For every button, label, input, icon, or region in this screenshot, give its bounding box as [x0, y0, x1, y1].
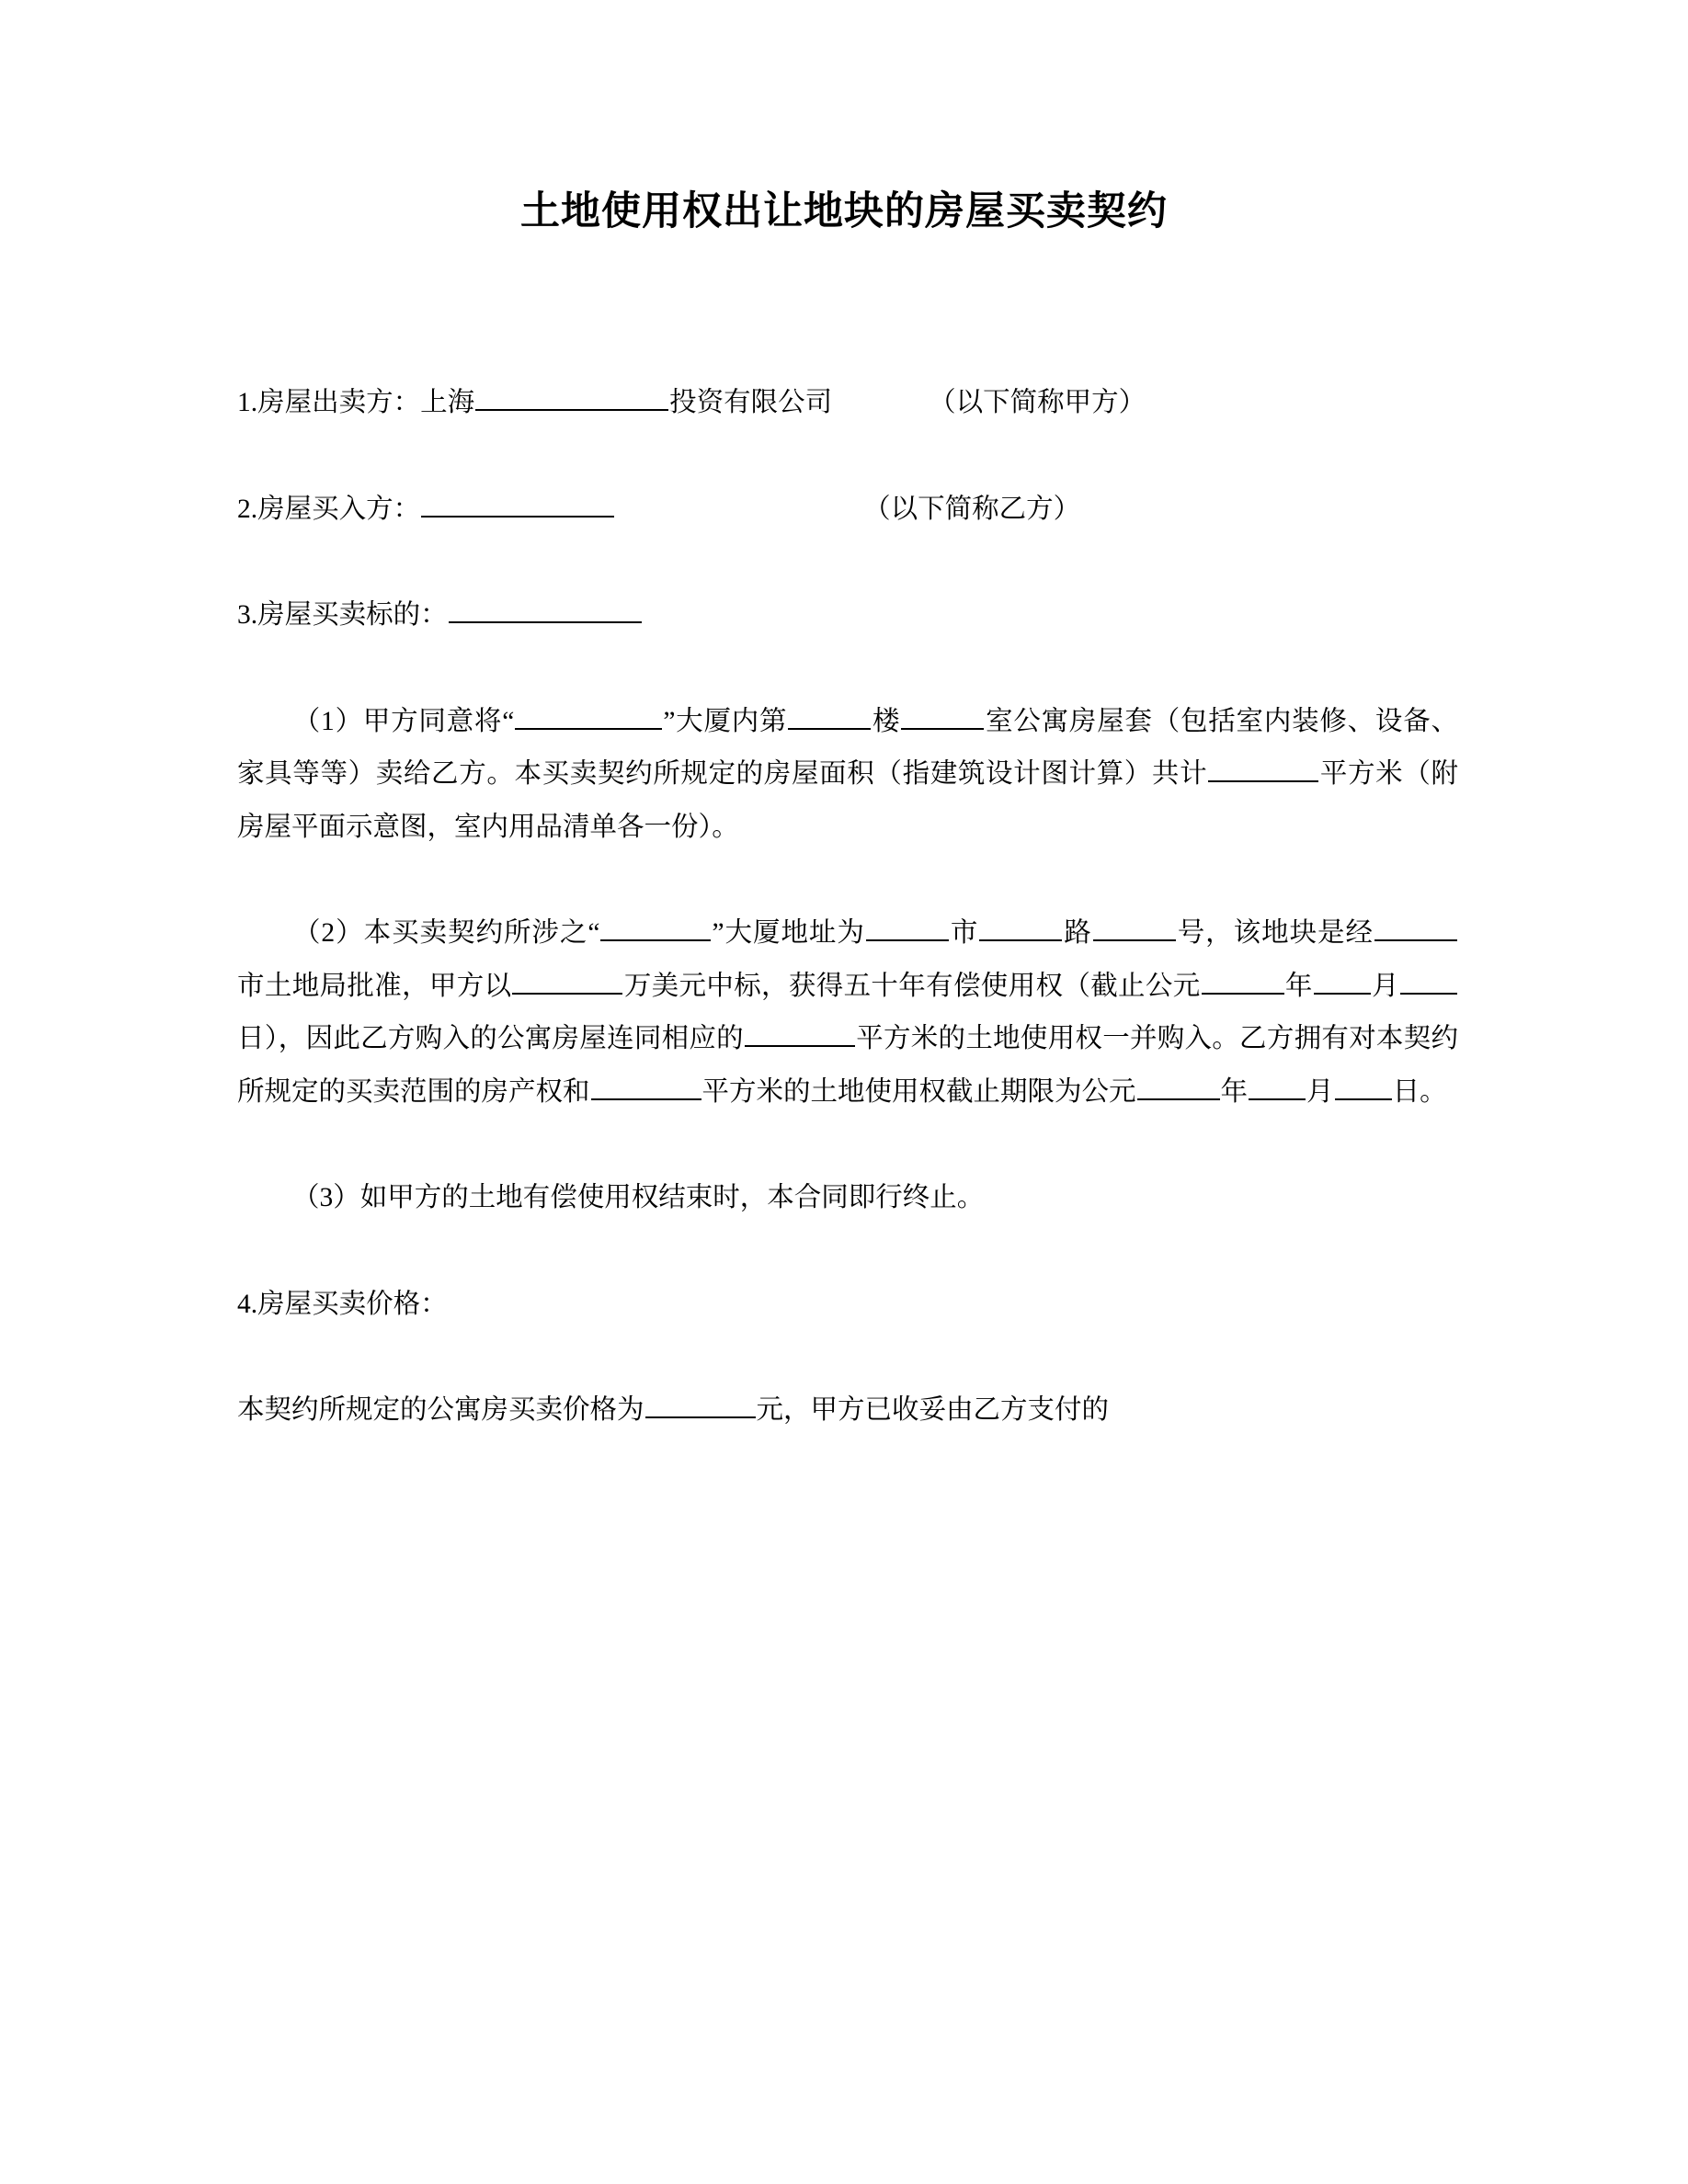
clause-sub2-t1: 本买卖契约所涉之“	[363, 918, 600, 949]
deadline-year-blank[interactable]	[1202, 962, 1284, 994]
clause-price-detail-t1: 本契约所规定的公寓房买卖价格为	[237, 1395, 644, 1426]
clause-sub2-t5: 号，该地块是经	[1176, 918, 1374, 949]
expiry-year-blank[interactable]	[1137, 1068, 1220, 1099]
clause-sub2-t7: 万美元中标，获得五十年有偿使用权（截止公元	[623, 971, 1201, 1001]
clause-sub2-t3: 市	[949, 918, 979, 949]
clause-buyer-number: 2.	[237, 494, 258, 524]
clause-subject-label: 房屋买卖标的：	[257, 600, 448, 631]
clause-sub1-t4: 楼	[872, 706, 901, 736]
clause-sub2-t10: 日），因此乙方购入的公寓房屋连同相应的	[237, 1024, 744, 1054]
seller-name-blank[interactable]	[475, 380, 668, 411]
building-name-blank[interactable]	[515, 698, 662, 729]
deadline-day-blank[interactable]	[1400, 962, 1457, 994]
clause-price-detail	[237, 1384, 1458, 1438]
page-title: 土地使用权出让地块的房屋买卖契约	[520, 189, 1168, 233]
street-number-blank[interactable]	[1093, 910, 1176, 941]
clause-seller-note: （以下简称甲方）	[929, 388, 1146, 418]
clause-sub2-t2: ”大厦地址为	[712, 918, 865, 949]
clause-sub2-t15: 日。	[1392, 1076, 1447, 1107]
clause-sub1-t1: 甲方同意将	[362, 706, 503, 736]
clause-sub1-t3: ”大厦内第	[663, 706, 788, 736]
expiry-month-blank[interactable]	[1249, 1068, 1306, 1099]
clause-seller-label: 房屋出卖方：上海	[257, 388, 475, 418]
clause-sub2-t8: 年	[1284, 971, 1313, 1001]
clause-sub2	[237, 907, 1458, 1119]
clause-subject	[237, 589, 1458, 643]
document-body	[0, 377, 1688, 1438]
clause-price-number: 4.	[237, 1289, 258, 1319]
land-area-blank-2[interactable]	[591, 1068, 701, 1099]
clause-buyer	[237, 483, 1458, 537]
clause-sub3-marker: （3）	[292, 1183, 360, 1213]
clause-price-detail-t2: 元，甲方已收妥由乙方支付的	[756, 1395, 1110, 1426]
clause-seller-number: 1.	[237, 388, 258, 418]
clause-sub2-t6: 市土地局批准，甲方以	[237, 971, 512, 1001]
clause-sub2-marker: （2）	[292, 918, 364, 949]
clause-buyer-label: 房屋买入方：	[257, 494, 421, 524]
clause-sub3	[237, 1172, 1458, 1225]
expiry-day-blank[interactable]	[1335, 1068, 1392, 1099]
approval-city-blank[interactable]	[1374, 910, 1457, 941]
building-name-blank-2[interactable]	[600, 910, 711, 941]
subject-blank[interactable]	[449, 592, 642, 623]
clause-sub1-t6: 套（包括室内装修、设备、家具等等）卖给乙方。本买卖契约所规定的房屋面积（指建筑设计图计算）共计	[237, 706, 1458, 790]
clause-sub2-t11: 平方米的土地使用权一并购入。乙方拥有对本契约所规定的买卖范围的房产权和	[237, 1024, 1458, 1107]
city-blank[interactable]	[866, 910, 949, 941]
clause-sub2-t12: 平方米的土地使用权截止期限为公元	[701, 1076, 1136, 1107]
clause-buyer-note: （以下简称乙方）	[863, 494, 1081, 524]
deadline-month-blank[interactable]	[1314, 962, 1371, 994]
area-blank[interactable]	[1208, 751, 1318, 782]
clause-sub1-t5: 室公寓房屋	[985, 706, 1125, 736]
clause-sub3-text: 如甲方的土地有偿使用权结束时，本合同即行终止。	[359, 1183, 985, 1213]
room-blank[interactable]	[901, 698, 984, 729]
clause-sub2-t4: 路	[1063, 918, 1092, 949]
land-area-blank[interactable]	[745, 1016, 855, 1047]
clause-subject-number: 3.	[237, 600, 258, 631]
clause-price-label: 房屋买卖价格：	[257, 1289, 448, 1319]
floor-blank[interactable]	[788, 698, 871, 729]
clause-sub2-t13: 年	[1220, 1076, 1249, 1107]
clause-sub2-t14: 月	[1306, 1076, 1334, 1107]
district-blank[interactable]	[979, 910, 1062, 941]
bid-amount-blank[interactable]	[512, 962, 622, 994]
clause-price	[237, 1279, 1458, 1332]
clause-sub1-t2: “	[502, 706, 515, 736]
price-amount-blank[interactable]	[645, 1387, 756, 1418]
clause-sub2-t9: 月	[1371, 971, 1399, 1001]
clause-sub1-marker: （1）	[292, 706, 363, 736]
clause-seller-after: 投资有限公司	[669, 388, 833, 418]
clause-sub1	[237, 696, 1458, 855]
buyer-name-blank[interactable]	[421, 485, 614, 517]
clause-sub1-t7: 平方米（附房屋平面示意图，室内用品清单各一份）。	[237, 759, 1458, 842]
clause-seller	[237, 377, 1458, 430]
